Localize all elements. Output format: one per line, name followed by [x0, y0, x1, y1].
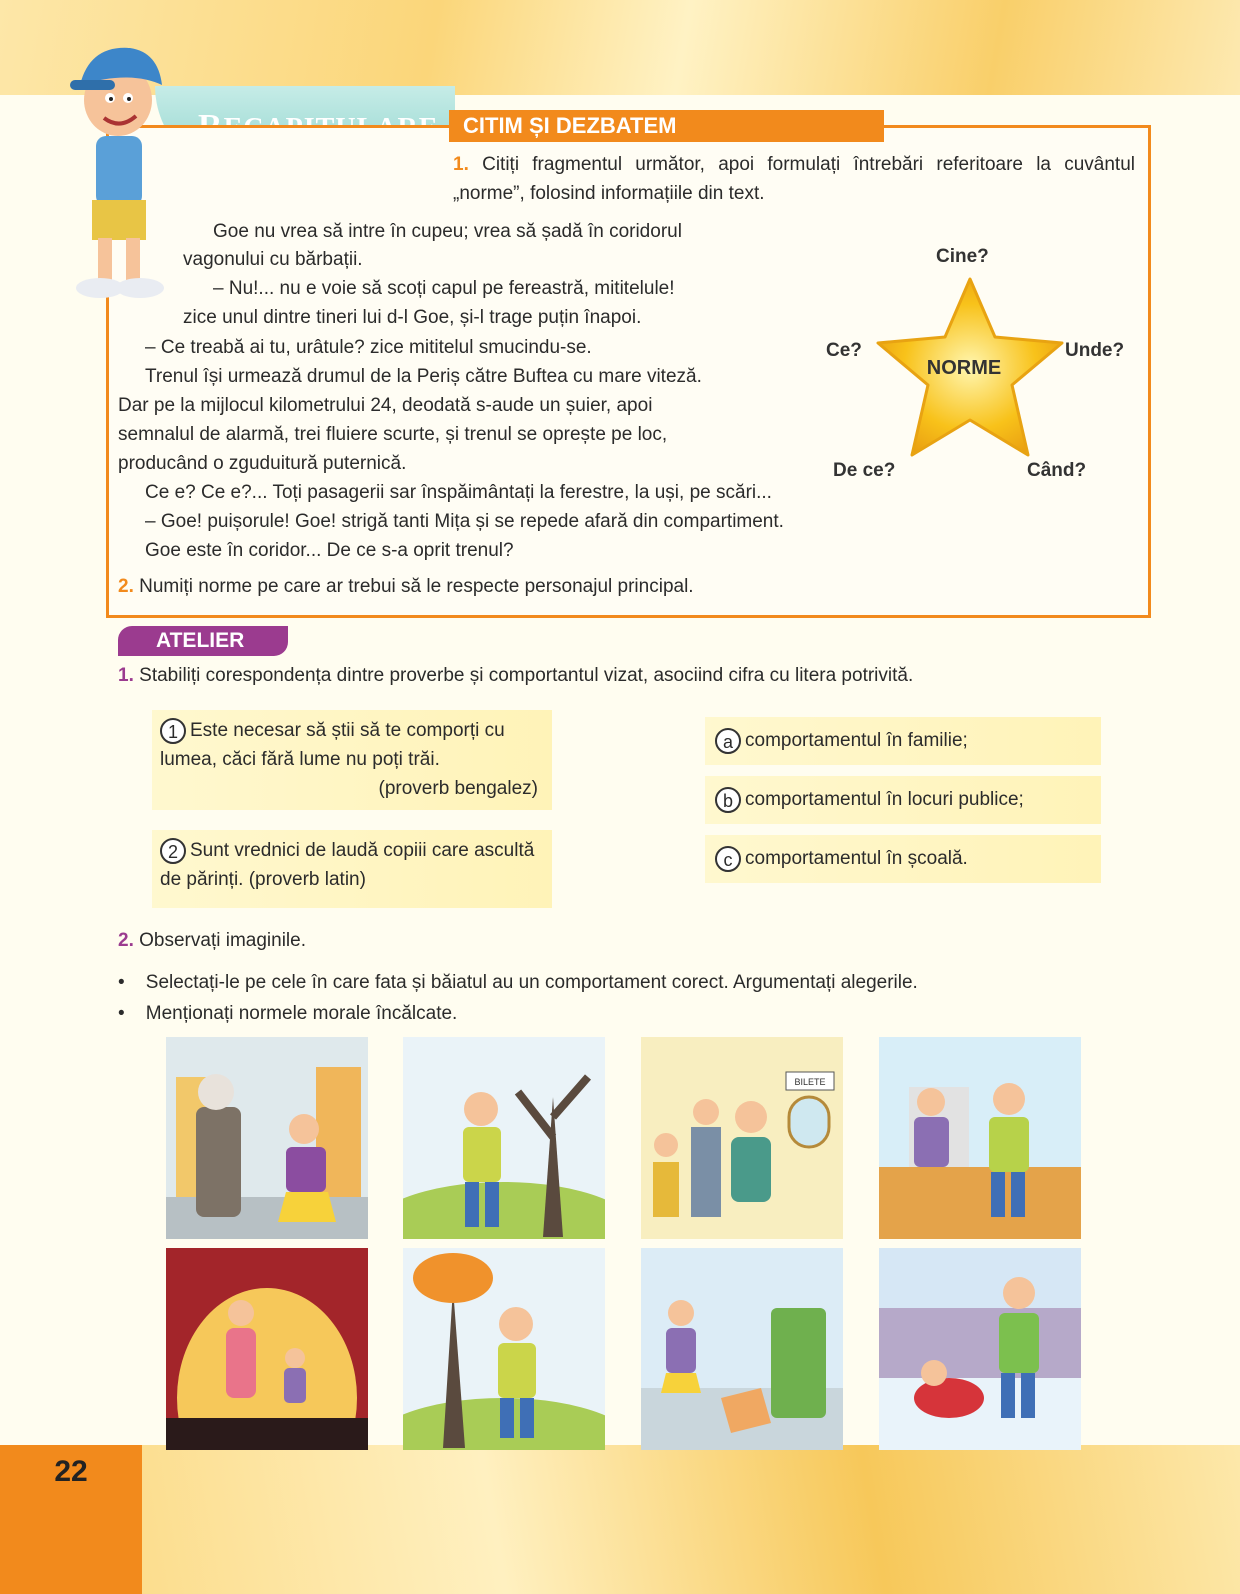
citim-q2-text: Numiți norme pe care ar trebui să le respecte personajul principal.	[139, 576, 694, 597]
text-line: – Goe! puișorule! Goe! strigă tanti Mița și se repede afară din compartiment.	[145, 511, 784, 532]
text-line: Trenul își urmează drumul de la Periș către Buftea cu mare viteză.	[145, 366, 702, 387]
atelier-header: ATELIER	[118, 626, 288, 656]
star-label-bottom-left: De ce?	[833, 460, 896, 481]
bullet-text: Selectați-le pe cele în care fata și băiatul au un comportament corect. Argumentați alegerile.	[145, 972, 918, 993]
bullet-item: • Selectați-le pe cele în care fata și băiatul au un comportament corect. Argumentați alegerile.	[118, 972, 918, 993]
text-line: producând o zguduitură puternică.	[118, 453, 407, 474]
picture-boy-pushing-girl	[879, 1037, 1081, 1239]
atelier-question-1	[118, 663, 1118, 689]
star-center-label: NORME	[926, 357, 1002, 379]
picture-girl-recycling	[641, 1248, 843, 1450]
proverb-number: 1	[160, 718, 186, 744]
text-line: Goe nu vrea să intre în cupeu; vrea să șadă în coridorul	[213, 221, 682, 242]
text-line: zice unul dintre tineri lui d-l Goe, și-l trage puțin înapoi.	[183, 307, 642, 328]
atelier-question-2	[118, 930, 306, 952]
star-label-left: Ce?	[826, 340, 862, 361]
proverb-text: Sunt vrednici de laudă copiii care ascultă de părinți. (proverb latin)	[160, 840, 535, 890]
text-line: vagonului cu bărbații.	[183, 249, 363, 270]
ticket-sign: BILETE	[794, 1077, 826, 1087]
atelier-q1-text: Stabiliți corespondența dintre proverbe și comportantul vizat, asociind cifra cu litera potrivită.	[139, 665, 914, 686]
option-a	[705, 717, 1101, 765]
proverb-2	[152, 830, 552, 908]
bullet-text: Menționați normele morale încălcate.	[145, 1003, 458, 1024]
text-line: Dar pe la mijlocul kilometrului 24, deodată s-aude un șuier, apoi	[118, 395, 653, 416]
star-label-top: Cine?	[936, 246, 989, 267]
atelier-q2-number: 2.	[118, 930, 134, 951]
option-text: comportamentul în familie;	[745, 730, 968, 751]
boy-mascot-illustration	[70, 30, 165, 305]
option-text: comportamentul în locuri publice;	[745, 789, 1024, 810]
top-banner-background	[0, 0, 1240, 95]
option-b	[705, 776, 1101, 824]
proverb-1	[152, 710, 552, 810]
text-line: Goe este în coridor... De ce s-a oprit trenul?	[145, 540, 514, 561]
picture-boy-helping-child	[879, 1248, 1081, 1450]
citim-question-1	[453, 150, 1135, 208]
picture-boy-breaking-tree	[403, 1037, 605, 1239]
text-line: Ce e? Ce e?... Toți pasagerii sar înspăimântați la ferestre, la uși, pe scări...	[145, 482, 772, 503]
picture-girl-with-old-man	[166, 1037, 368, 1239]
option-letter: b	[715, 787, 741, 813]
text-line: semnalul de alarmă, trei fluiere scurte, și trenul se oprește pe loc,	[118, 424, 668, 445]
bullet-item: • Menționați normele morale încălcate.	[118, 1003, 458, 1024]
text-line: – Nu!... nu e voie să scoți capul pe fereastră, mititelule!	[213, 278, 675, 299]
proverb-source: (proverb bengalez)	[378, 778, 538, 799]
picture-girl-on-stage	[166, 1248, 368, 1450]
star-label-bottom-right: Când?	[1027, 460, 1087, 481]
citim-header: CITIM ȘI DEZBATEM	[449, 110, 884, 142]
text-line: – Ce treabă ai tu, urâtule? zice mititelul smucindu-se.	[145, 337, 592, 358]
option-letter: c	[715, 846, 741, 872]
option-c	[705, 835, 1101, 883]
page-number: 22	[54, 1455, 88, 1488]
proverb-text: Este necesar să știi să te comporți cu lumea, căci fără lume nu poți trăi.	[160, 720, 505, 770]
option-text: comportamentul în școală.	[745, 848, 968, 869]
option-letter: a	[715, 728, 741, 754]
citim-q1-number: 1.	[453, 154, 469, 175]
citim-q2-number: 2.	[118, 576, 134, 597]
star-label-right: Unde?	[1065, 340, 1125, 361]
atelier-q1-number: 1.	[118, 665, 134, 686]
atelier-q2-text: Observați imaginile.	[139, 930, 306, 951]
citim-q1-text: Citiți fragmentul următor, apoi formulați întrebări referitoare la cuvântul „norme”, folosind informațiile din text.	[453, 154, 1135, 204]
bottom-banner-background	[0, 1445, 1240, 1594]
picture-ticket-queue	[641, 1037, 843, 1239]
picture-boy-writing-on-tree	[403, 1248, 605, 1450]
proverb-number: 2	[160, 838, 186, 864]
citim-question-2	[118, 572, 694, 601]
